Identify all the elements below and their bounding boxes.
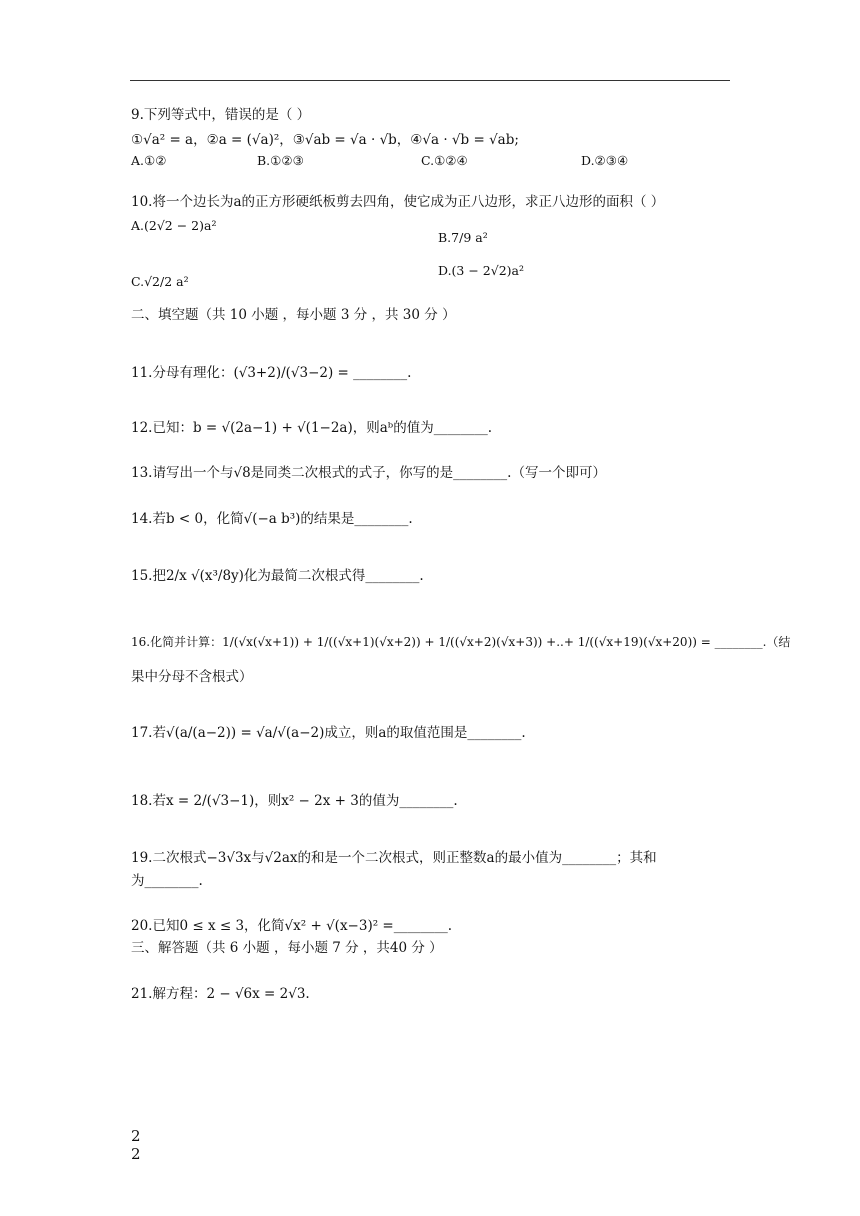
q9-option-d: D.②③④ <box>581 153 629 168</box>
q10-option-c: C.√2/2 a² <box>131 274 189 289</box>
section-2-heading: 二、填空题（共 10 小题 ，每小题 3 分 ，共 30 分 ） <box>131 307 456 323</box>
q9-stem: 9.下列等式中，错误的是（ ） <box>131 107 311 123</box>
q9-option-b: B.①②③ <box>257 153 304 168</box>
q9-option-c: C.①②④ <box>421 153 468 168</box>
q12: 12.已知：b = √(2a−1) + √(1−2a)，则aᵇ的值为________. <box>131 420 492 436</box>
q18: 18.若x = 2/(√3−1)，则x² − 2x + 3的值为________. <box>131 793 458 809</box>
header-rule <box>130 80 730 81</box>
q16-line2: 果中分母不含根式） <box>131 669 253 685</box>
q19-line2: 为________. <box>131 873 203 889</box>
q20: 20.已知0 ≤ x ≤ 3，化简√x² + √(x−3)² =________. <box>131 918 453 934</box>
q17: 17.若√(a/(a−2)) = √a/√(a−2)成立，则a的取值范围是________. <box>131 725 526 741</box>
q10-option-a: A.(2√2 − 2)a² <box>131 218 217 233</box>
q9-option-a: A.①② <box>131 153 167 168</box>
section-3-heading: 三、解答题（共 6 小题 ，每小题 7 分 ，共40 分 ） <box>131 940 443 956</box>
q10-stem: 10.将一个边长为a的正方形硬纸板剪去四角，使它成为正八边形，求正八边形的面积（ ） <box>131 194 665 210</box>
q15: 15.把2/x √(x³/8y)化为最简二次根式得________. <box>131 568 424 584</box>
page-number-bottom: 2 <box>131 1145 141 1163</box>
page-number-top: 2 <box>131 1127 141 1145</box>
q10-option-d: D.(3 − 2√2)a² <box>438 263 525 278</box>
q14: 14.若b < 0，化简√(−a b³)的结果是________. <box>131 511 413 527</box>
q13: 13.请写出一个与√8是同类二次根式的式子，你写的是________.（写一个即可） <box>131 465 606 481</box>
q19-line1: 19.二次根式−3√3x与√2ax的和是一个二次根式，则正整数a的最小值为________；其和 <box>131 850 657 866</box>
q16-line1: 16.化简并计算：1/(√x(√x+1)) + 1/((√x+1)(√x+2)) + 1/((√x+2)(√x+3)) +..+ 1/((√x+19)(√x+20)) = ________.（结 <box>131 635 791 649</box>
q9-statements: ①√a² = a，②a = (√a)²，③√ab = √a · √b，④√a · √b = √ab; <box>131 132 519 148</box>
q11: 11.分母有理化：(√3+2)/(√3−2) = ________. <box>131 365 412 381</box>
q21: 21.解方程：2 − √6x = 2√3. <box>131 986 310 1002</box>
q10-option-b: B.7/9 a² <box>438 230 488 245</box>
